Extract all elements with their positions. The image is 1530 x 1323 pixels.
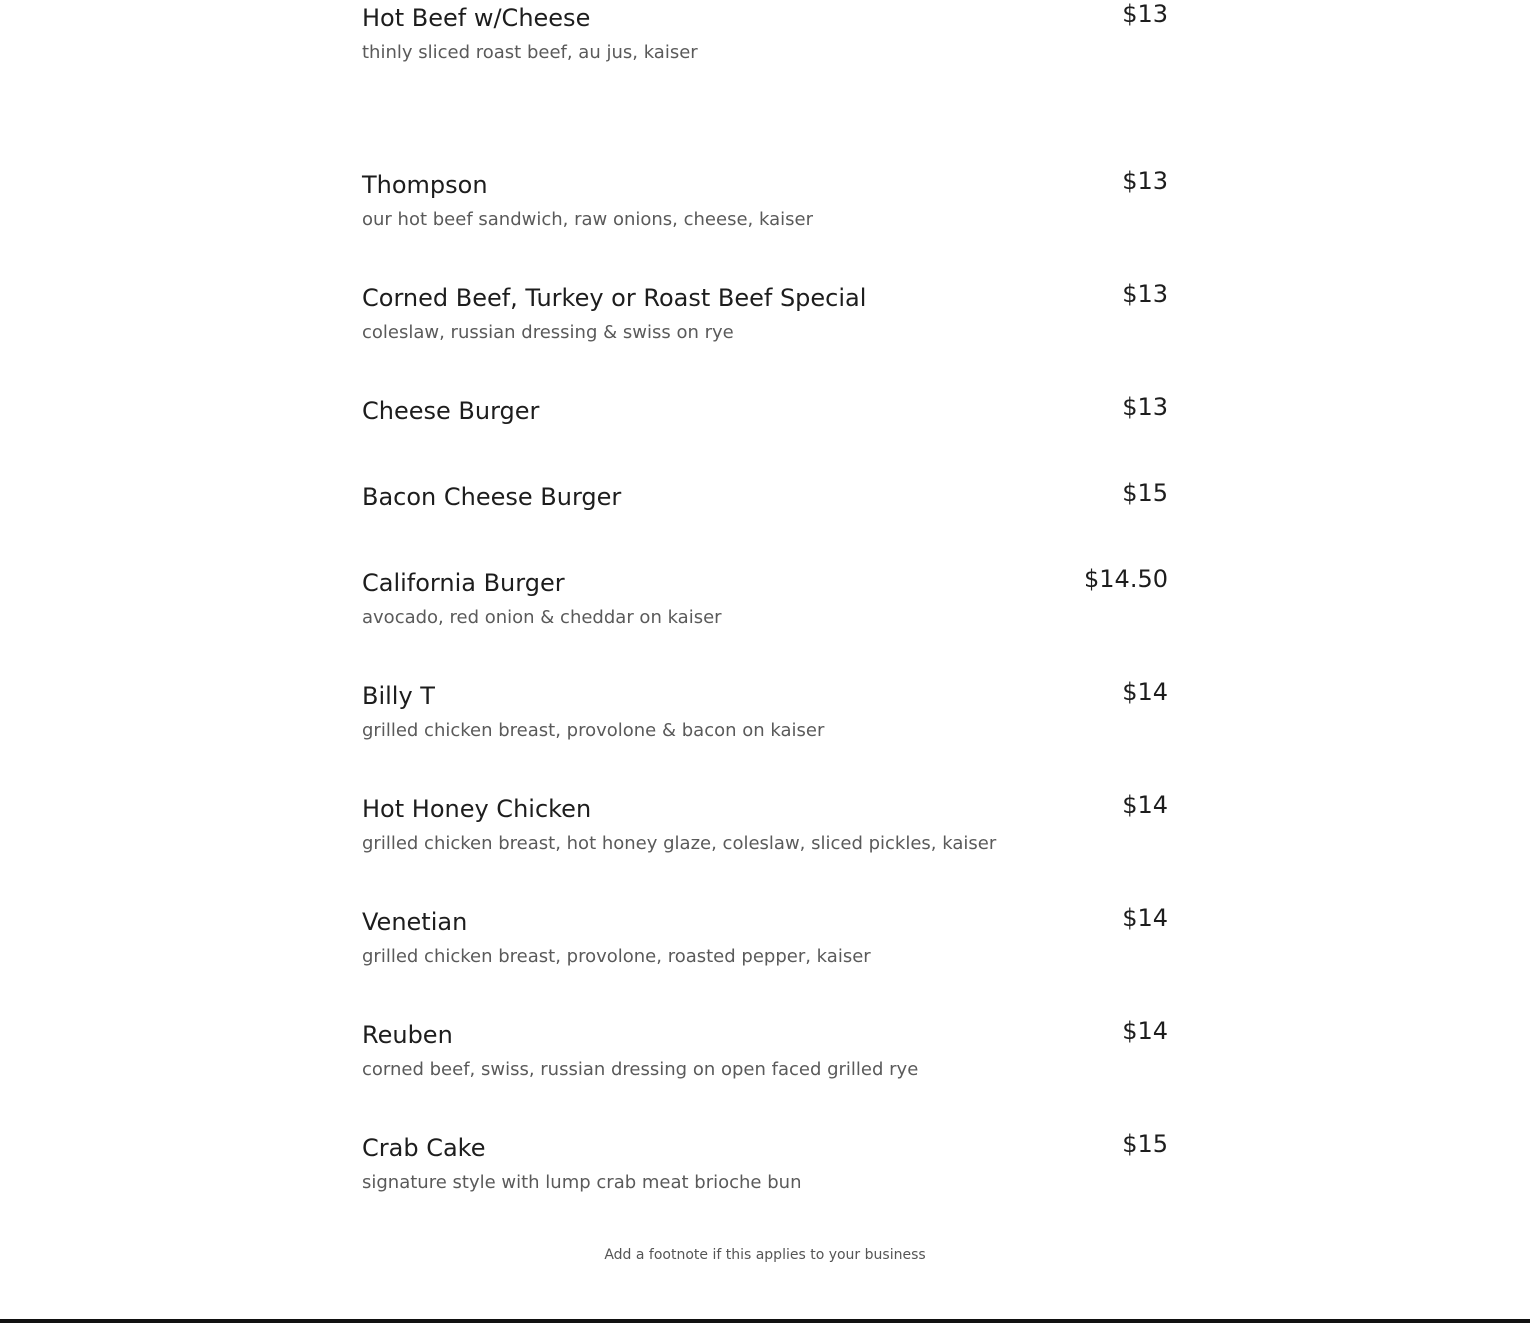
menu-item-description: thinly sliced roast beef, au jus, kaiser <box>362 42 698 63</box>
menu-footnote: Add a footnote if this applies to your business <box>604 1247 926 1263</box>
menu-item-name: Corned Beef, Turkey or Roast Beef Special <box>362 284 867 312</box>
menu-item-name: Cheese Burger <box>362 397 540 425</box>
menu-item-description: grilled chicken breast, provolone & bacon on kaiser <box>362 720 825 741</box>
menu-item-description: coleslaw, russian dressing & swiss on rye <box>362 322 734 343</box>
menu-item-name: California Burger <box>362 569 565 597</box>
menu-item-description: corned beef, swiss, russian dressing on open faced grilled rye <box>362 1059 919 1080</box>
menu-item-name: Billy T <box>362 682 435 710</box>
menu-item-description: grilled chicken breast, provolone, roasted pepper, kaiser <box>362 946 871 967</box>
menu-item-price: $14 <box>1122 904 1168 932</box>
menu-item-price: $15 <box>1122 479 1168 507</box>
menu-item-name: Hot Beef w/Cheese <box>362 4 591 32</box>
menu-item-name: Thompson <box>362 171 488 199</box>
menu-item-description: grilled chicken breast, hot honey glaze, coleslaw, sliced pickles, kaiser <box>362 833 997 854</box>
menu-item-price: $14.50 <box>1084 565 1168 593</box>
menu-item-price: $14 <box>1122 678 1168 706</box>
bottom-divider <box>0 1319 1530 1323</box>
menu-item-name: Venetian <box>362 908 468 936</box>
menu-item-price: $13 <box>1122 0 1168 28</box>
menu-item-name: Reuben <box>362 1021 453 1049</box>
menu-item-name: Hot Honey Chicken <box>362 795 592 823</box>
menu-item-description: our hot beef sandwich, raw onions, cheese, kaiser <box>362 209 813 230</box>
menu-item-price: $14 <box>1122 791 1168 819</box>
menu-item-name: Crab Cake <box>362 1134 486 1162</box>
menu-item-price: $15 <box>1122 1130 1168 1158</box>
menu-item-description: signature style with lump crab meat brioche bun <box>362 1172 802 1193</box>
menu-item-price: $13 <box>1122 393 1168 421</box>
menu-item-price: $14 <box>1122 1017 1168 1045</box>
menu-item-price: $13 <box>1122 280 1168 308</box>
menu-item-price: $13 <box>1122 167 1168 195</box>
menu-item-name: Bacon Cheese Burger <box>362 483 622 511</box>
menu-item-description: avocado, red onion & cheddar on kaiser <box>362 607 722 628</box>
